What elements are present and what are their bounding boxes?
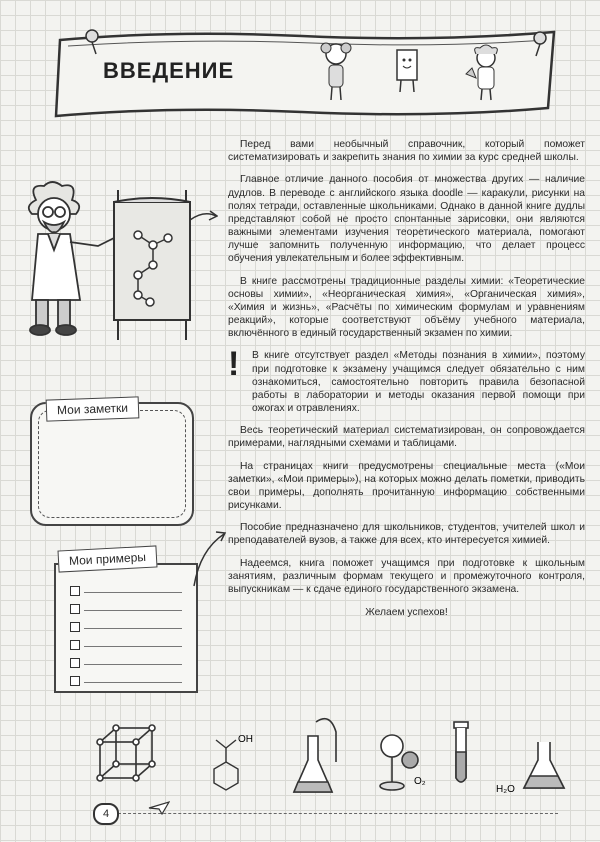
h2o-label: H₂O [496, 784, 515, 795]
crystal-lattice-icon [97, 725, 155, 781]
paragraph: Перед вами необычный справочник, который поможет систематизировать и закрепить знания по химии за курс средней школы. [228, 139, 585, 164]
chemistry-doodles [86, 712, 566, 802]
chalkboard-icon [114, 190, 190, 340]
erlenmeyer-flask-icon [524, 742, 564, 788]
retort-flask-icon [294, 719, 336, 792]
checkbox[interactable] [70, 604, 80, 614]
test-tube-icon [454, 722, 468, 782]
paper-plane-icon [148, 801, 170, 815]
paragraph: Главное отличие данного пособия от множества других — наличие дудлов. В переводе с английского языка doodle — каракули, рисунки на полях тетради, оставленные школьниками. Однако в данной книге дудлы представляют собой не просто спонтанные зарисовки, они являются важными элементами изучения теоретического материала, помогают лучше запомнить полученную информацию, что делает процесс обучения увлекательным и более эффективным. [228, 174, 585, 265]
o2-label: O₂ [414, 776, 426, 787]
paragraph: Пособие предназначено для школьников, студентов, учителей школ и преподавателей вузов, а также для всех, кто интересуется химией. [228, 522, 585, 547]
footer-divider [118, 813, 558, 814]
checkbox[interactable] [70, 640, 80, 650]
checkbox[interactable] [70, 676, 80, 686]
molecule-model-icon [380, 735, 418, 790]
paragraph: Надеемся, книга поможет учащимся при подготовке к школьным занятиям, различным формам текущего и промежуточного контроля, выпускникам — к сдаче единого государственного экзамена. [228, 557, 585, 595]
professor-doodle [18, 180, 218, 350]
arrow-icon [190, 520, 230, 590]
closing-line: Желаем успехов! [365, 607, 448, 619]
checkbox[interactable] [70, 586, 80, 596]
paragraph: В книге отсутствует раздел «Методы познания в химии», поэтому при подготовке к экзамену учащимся следует обязательно с ним ознакомиться, самостоятельно повторить правила безопасной работы в лаборатории и методы оказания первой помощи при ожогах и отравлениях. [252, 350, 585, 415]
paragraph: На страницах книги предусмотрены специальные места («Мои заметки», «Мои примеры»), на которых можно делать пометки, приводить свои примеры, дополнять прочитанную информацию собственными рисунками. [228, 460, 585, 512]
oh-label: OH [238, 734, 253, 745]
page-title: ВВЕДЕНИЕ [103, 58, 235, 83]
paragraph: Весь теоретический материал систематизирован, он сопровождается примерами, наглядными схемами и таблицами. [228, 425, 585, 450]
my-notes-label: Мои заметки [46, 396, 140, 421]
checkbox[interactable] [70, 622, 80, 632]
my-examples-label: Мои примеры [57, 545, 157, 572]
page-number: 4 [93, 803, 119, 825]
warning-block [228, 345, 585, 424]
intro-text [228, 138, 585, 628]
benzoic-acid-icon [214, 740, 238, 790]
exclamation-icon: ! [228, 345, 240, 384]
paragraph: В книге рассмотрены традиционные разделы химии: «Теоретические основы химии», «Неорганическая химия», «Органическая химия», «Химия и жизнь», «Расчёты по химическим формулам и уравнениям реакций», которые соответствуют объёму учебного материала, включённого в единый государственный экзамен по химии. [228, 275, 585, 340]
checkbox[interactable] [70, 658, 80, 668]
